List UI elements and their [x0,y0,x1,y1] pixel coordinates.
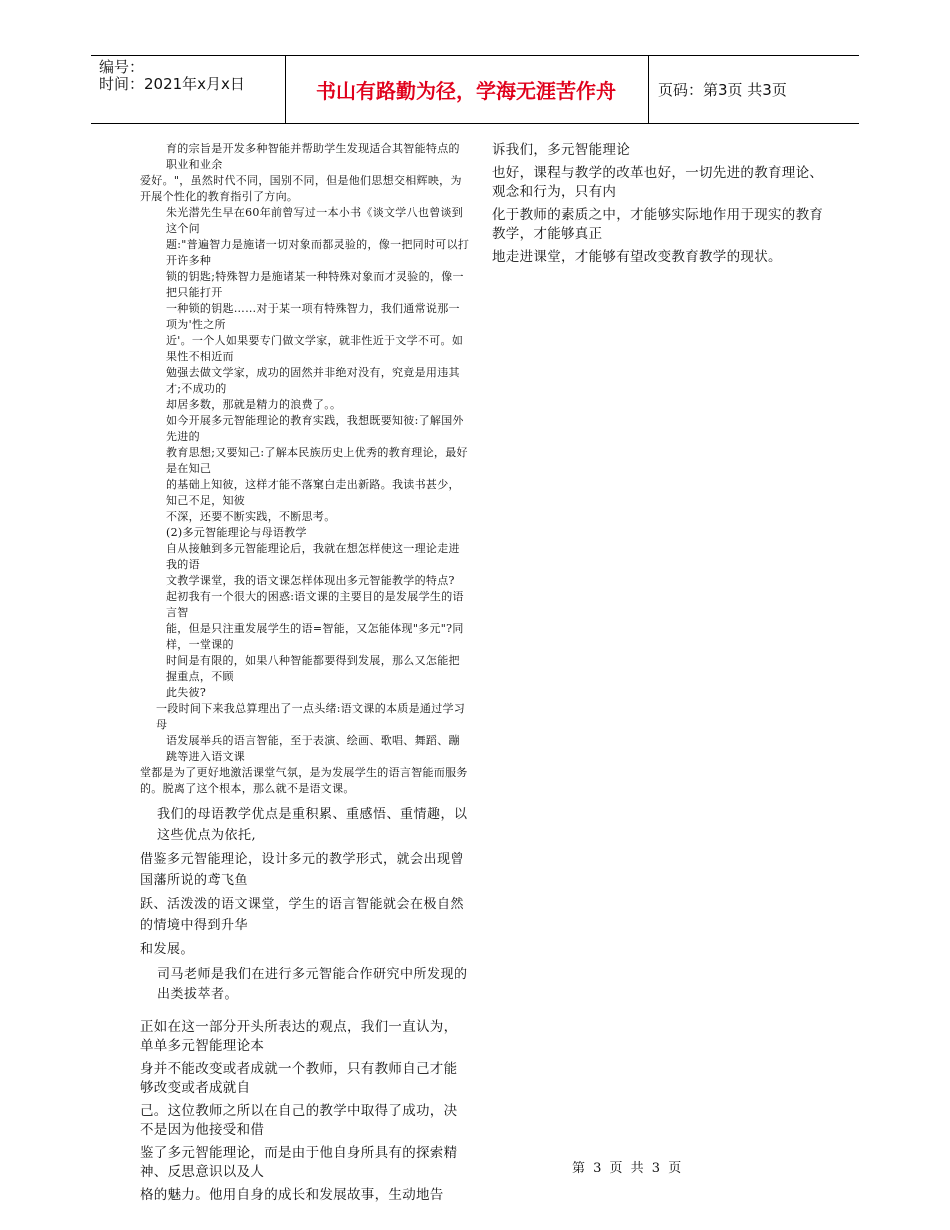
paragraph: 一种锁的钥匙……对于某一项有特殊智力，我们通常说那一项为'性之所 [166,302,460,331]
paragraph: 此失彼? [166,686,207,699]
paragraph: 自从接触到多元智能理论后，我就在想怎样使这一理论走进我的语 [166,542,460,571]
paragraph: 语发展举兵的语言智能，至于表演、绘画、歌唱、舞蹈、蹦跳等进入语文课 [166,734,460,763]
paragraph: 一段时间下来我总算理出了一点头绪:语文课的本质是通过学习母 [156,702,466,731]
paragraph: 堂都是为了更好地激活课堂气氛，是为发展学生的语言智能而服务的。脱离了这个根本，那么就不是语文课。 [140,766,468,795]
paragraph: 跃、活泼泼的语文课堂，学生的语言智能就会在极自然的情境中得到升华 [140,897,465,933]
paragraph: 也好，课程与教学的改革也好，一切先进的教育理论、观念和行为，只有内 [492,165,824,200]
header-page-info: 页码：第3页 共3页 [658,81,787,99]
paragraph: 化于教师的素质之中，才能够实际地作用于现实的教育教学，才能够真正 [492,207,824,242]
paragraph: 勉强去做文学家，成功的固然并非绝对没有，究竟是用违其才;不成功的 [166,366,460,395]
paragraph: 朱光潜先生早在60年前曾写过一本小书《谈文学八也曾谈到这个问 [166,206,464,235]
header-meta [99,56,285,123]
page-header [91,55,859,124]
paragraph: 育的宗旨是开发多种智能并帮助学生发现适合其智能特点的职业和业余 [166,142,460,171]
paragraph: 不深，还要不断实践，不断思考。 [166,510,336,523]
page-footer: 第 3 页 共 3 页 [572,1161,684,1176]
number-label: 编号： [99,58,145,76]
header-motto: 书山有路勤为径，学海无涯苦作舟 [316,79,616,103]
paragraph: 司马老师是我们在进行多元智能合作研究中所发现的出类拔萃者。 [157,966,468,1002]
left-small-text [140,141,470,797]
paragraph: 爱好。"，虽然时代不同，国别不同，但是他们思想交相辉映，为开展个性化的教育指引了方向。 [140,174,462,203]
paragraph: 能，但是只注重发展学生的语=智能，又怎能体现"多元"?同样，一堂课的 [166,622,464,651]
paragraph: 地走进课堂，才能够有望改变教育教学的现状。 [492,249,782,265]
paragraph: 和发展。 [140,942,195,957]
section-heading: (2)多元智能理论与母语教学 [166,526,307,539]
paragraph: 己。这位教师之所以在自己的教学中取得了成功，决不是因为他接受和借 [140,1102,458,1138]
paragraph: 却居多数，那就是精力的浪费了。。 [166,398,342,411]
paragraph: 文教学课堂，我的语文课怎样体现出多元智能教学的特点? [166,574,455,587]
paragraph: 近'。一个人如果要专门做文学家，就非性近于文学不可。如果性不相近而 [166,334,464,363]
paragraph: 教育思想;又要知己:了解本民族历史上优秀的教育理论，最好是在知己 [166,446,468,475]
paragraph: 时间是有限的，如果八种智能都要得到发展，那么又怎能把握重点，不顾 [166,654,460,683]
left-column [140,141,470,1209]
time-label: 时间：2021年x月x日 [99,75,245,93]
paragraph: 借鉴多元智能理论，设计多元的教学形式，就会出现曾国藩所说的鸢飞鱼 [140,852,465,888]
left-mid-text [140,805,470,1006]
right-column [492,141,832,271]
header-divider [285,56,286,123]
left-large-text [140,1018,470,1205]
paragraph: 如今开展多元智能理论的教育实践，我想既要知彼:了解国外先进的 [166,414,464,443]
paragraph: 诉我们，多元智能理论 [492,142,630,158]
paragraph: 正如在这一部分开头所表达的观点，我们一直认为，单单多元智能理论本 [140,1018,458,1054]
paragraph: 题:"普遍智力是施诸一切对象而都灵验的，像一把同时可以打开许多种 [166,238,470,267]
paragraph: 我们的母语教学优点是重积累、重感悟、重情趣，以这些优点为依托, [157,807,468,843]
paragraph: 身并不能改变或者成就一个教师，只有教师自己才能够改变或者成就自 [140,1060,458,1096]
paragraph: 格的魅力。他用自身的成长和发展故事，生动地告 [140,1186,444,1203]
paragraph: 的基础上知彼，这样才能不落窠白走出新路。我读书甚少，知己不足，知彼 [166,478,460,507]
paragraph: 起初我有一个很大的困惑:语文课的主要目的是发展学生的语言智 [166,590,464,619]
header-divider [648,56,649,123]
paragraph: 鉴了多元智能理论，而是由于他自身所具有的探索精神、反思意识以及人 [140,1144,458,1180]
paragraph: 锁的钥匙;特殊智力是施诸某一种特殊对象而才灵验的，像一把只能打开 [166,270,464,299]
